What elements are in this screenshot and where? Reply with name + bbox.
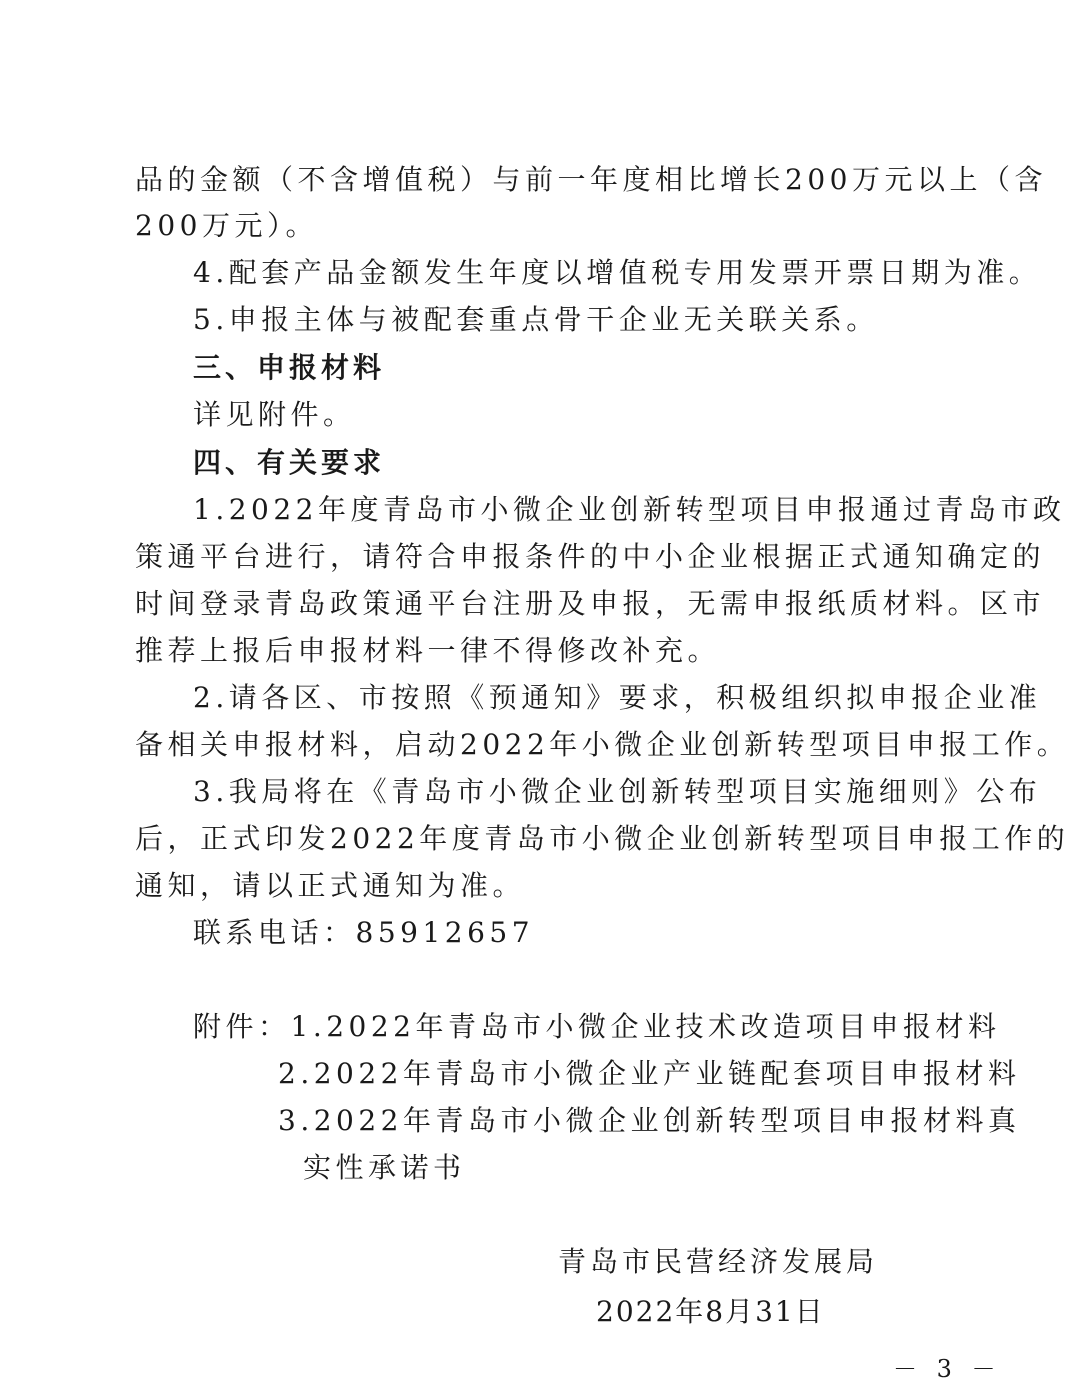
req-3-line-1: 3.我局将在《青岛市小微企业创新转型项目实施细则》公布 xyxy=(193,775,1042,808)
attachment-3: 3.2022年青岛市小微企业创新转型项目申报材料真 xyxy=(278,1104,1021,1137)
item-4: 4.配套产品金额发生年度以增值税专用发票开票日期为准。 xyxy=(193,256,1042,289)
req-1-line-3: 时间登录青岛政策通平台注册及申报，无需申报纸质材料。区市 xyxy=(135,587,1046,620)
heading-section-4: 四、有关要求 xyxy=(193,446,386,479)
heading-section-3: 三、申报材料 xyxy=(193,351,386,384)
attachment-2: 2.2022年青岛市小微企业产业链配套项目申报材料 xyxy=(278,1057,1021,1090)
req-1-line-4: 推荐上报后申报材料一律不得修改补充。 xyxy=(135,634,721,667)
req-2-line-2: 备相关申报材料，启动2022年小微企业创新转型项目申报工作。 xyxy=(135,728,1070,761)
section-3-text: 详见附件。 xyxy=(193,398,356,431)
body-line-2: 200万元）。 xyxy=(135,209,318,242)
req-3-line-2: 后，正式印发2022年度青岛市小微企业创新转型项目申报工作的 xyxy=(135,822,1070,855)
page-number: － 3 － xyxy=(893,1355,1002,1383)
attachment-1: 附件：1.2022年青岛市小微企业技术改造项目申报材料 xyxy=(193,1010,1001,1043)
req-1-line-2: 策通平台进行，请符合申报条件的中小企业根据正式通知确定的 xyxy=(135,540,1046,573)
signature-date: 2022年8月31日 xyxy=(596,1295,825,1328)
req-2-line-1: 2.请各区、市按照《预通知》要求，积极组织拟申报企业准 xyxy=(193,681,1042,714)
contact-phone: 联系电话：85912657 xyxy=(193,916,535,949)
item-5: 5.申报主体与被配套重点骨干企业无关联关系。 xyxy=(193,303,879,336)
req-3-line-3: 通知，请以正式通知为准。 xyxy=(135,869,526,902)
signature-organization: 青岛市民营经济发展局 xyxy=(558,1245,879,1278)
body-line-1: 品的金额（不含增值税）与前一年度相比增长200万元以上（含 xyxy=(135,163,1047,196)
attachment-3-continued: 实性承诺书 xyxy=(303,1151,466,1184)
req-1-line-1: 1.2022年度青岛市小微企业创新转型项目申报通过青岛市政 xyxy=(193,493,1066,526)
